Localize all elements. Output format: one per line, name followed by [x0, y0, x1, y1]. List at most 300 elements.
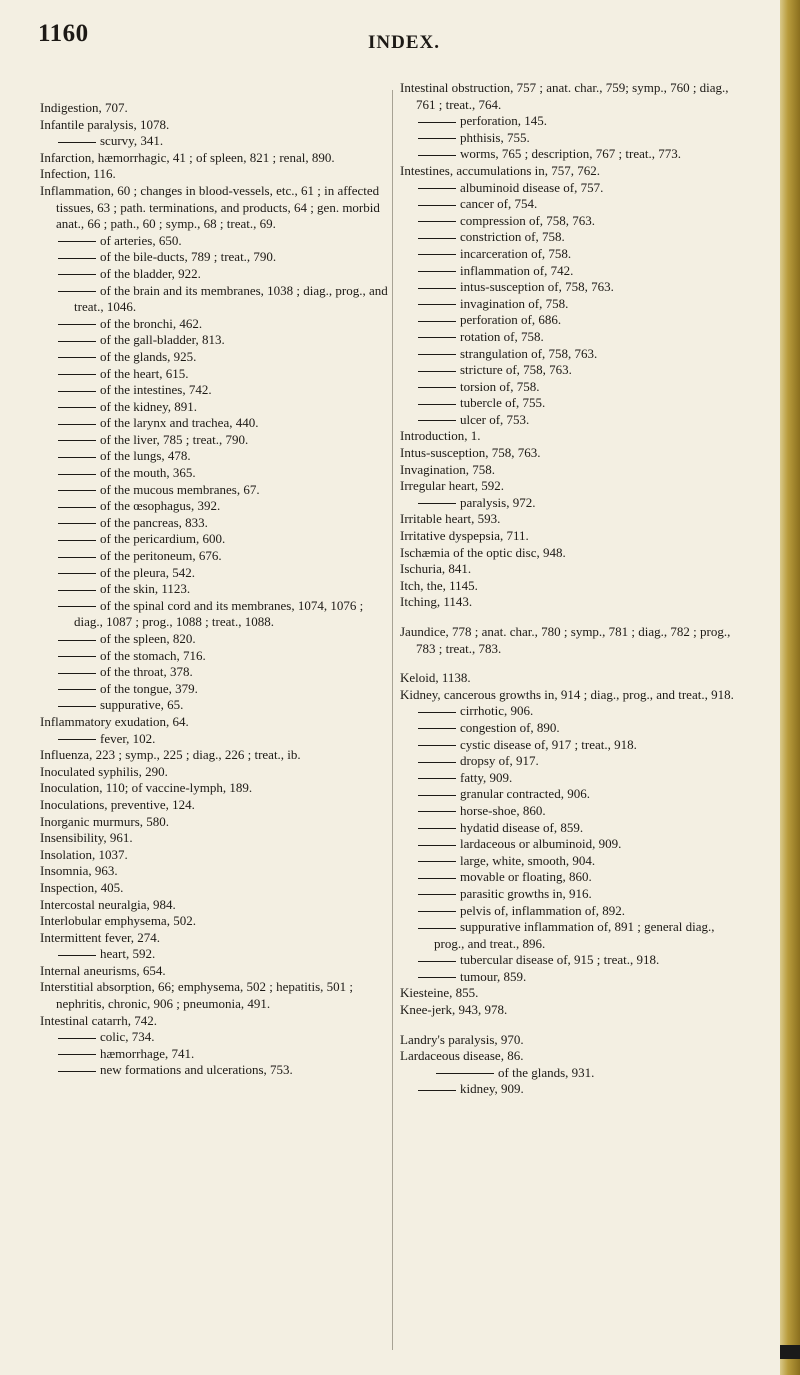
entry-text: fever, 102. [100, 730, 156, 746]
entry-text: suppurative inflammation of, 891 ; general diag., prog., and treat., 896. [434, 919, 715, 951]
index-subentry [40, 697, 390, 714]
index-entry [40, 780, 390, 797]
entry-text: ulcer of, 753. [460, 411, 530, 427]
index-entry [400, 511, 748, 528]
ditto-dash [418, 961, 456, 962]
entry-text: Indigestion, 707. [40, 100, 128, 115]
entry-text: strangulation of, 758, 763. [460, 345, 598, 361]
index-entry [40, 797, 390, 814]
entry-text: Inspection, 405. [40, 879, 124, 895]
entry-text: colic, 734. [100, 1029, 155, 1045]
index-entry [40, 714, 390, 731]
index-subentry [40, 465, 390, 482]
ditto-dash [418, 304, 456, 305]
ditto-dash [418, 321, 456, 322]
ditto-dash [418, 138, 456, 139]
index-subentry [40, 731, 390, 748]
ditto-dash [58, 739, 96, 740]
ditto-dash [418, 155, 456, 156]
ditto-dash [418, 1090, 456, 1091]
ditto-dash [58, 507, 96, 508]
ditto-dash [418, 288, 456, 289]
entry-text: Inflammation, 60 ; changes in blood-vessels, etc., 61 ; in affected tissues, 63 ; path. terminations, and products, 64 ; gen. morbid anat., 66 ; path., 60 ; symp., 68 ; treat., 69. [40, 182, 380, 232]
index-subentry [400, 263, 748, 280]
ditto-dash [58, 673, 96, 674]
entry-text: Landry's paralysis, 970. [400, 1031, 524, 1047]
index-subentry [40, 283, 390, 316]
entry-text: Irritable heart, 593. [400, 511, 501, 527]
ditto-dash [418, 845, 456, 846]
entry-text: compression of, 758, 763. [460, 212, 596, 228]
entry-text: perforation, 145. [460, 113, 548, 129]
index-subentry [400, 952, 748, 969]
index-subentry [400, 703, 748, 720]
ditto-dash [58, 341, 96, 342]
entry-text: scurvy, 341. [100, 133, 164, 149]
ditto-dash [418, 354, 456, 355]
ditto-dash [58, 407, 96, 408]
index-entry [40, 847, 390, 864]
ditto-dash [418, 778, 456, 779]
index-subentry [40, 432, 390, 449]
ditto-dash [58, 274, 96, 275]
index-entry [40, 764, 390, 781]
ditto-dash [418, 928, 456, 929]
entry-text: cystic disease of, 917 ; treat., 918. [460, 736, 637, 752]
ditto-dash [418, 728, 456, 729]
entry-text: Introduction, 1. [400, 428, 481, 444]
index-subentry [400, 869, 748, 886]
index-subentry [40, 515, 390, 532]
index-column-right [400, 80, 748, 1098]
entry-text: of the gall-bladder, 813. [100, 332, 225, 348]
index-subentry [40, 266, 390, 283]
index-subentry [40, 531, 390, 548]
entry-text: Intercostal neuralgia, 984. [40, 896, 176, 912]
ditto-dash [58, 540, 96, 541]
ditto-dash [58, 590, 96, 591]
entry-text: of the mucous membranes, 67. [100, 481, 260, 497]
entry-text: of the peritoneum, 676. [100, 548, 222, 564]
index-entry [400, 1048, 748, 1065]
page-edge-mark [780, 1345, 800, 1359]
index-subentry [40, 548, 390, 565]
index-subentry [400, 329, 748, 346]
index-subentry [400, 130, 748, 147]
section-gap [400, 657, 748, 670]
ditto-dash [58, 557, 96, 558]
ditto-dash [418, 503, 456, 504]
ditto-dash [58, 606, 96, 607]
ditto-dash [418, 404, 456, 405]
index-subentry [40, 133, 390, 150]
index-subentry [400, 770, 748, 787]
index-entry [400, 80, 748, 113]
entry-text: lardaceous or albuminoid, 909. [460, 836, 622, 852]
entry-text: large, white, smooth, 904. [460, 852, 596, 868]
ditto-dash [418, 188, 456, 189]
index-subentry [40, 332, 390, 349]
index-subentry [40, 382, 390, 399]
ditto-dash [418, 878, 456, 879]
index-entry [400, 687, 748, 704]
ditto-dash [418, 911, 456, 912]
entry-text: albuminoid disease of, 757. [460, 179, 604, 195]
entry-text: of the bronchi, 462. [100, 315, 203, 331]
index-entry [400, 528, 748, 545]
index-entry [40, 897, 390, 914]
entry-text: hydatid disease of, 859. [460, 819, 584, 835]
ditto-dash [418, 271, 456, 272]
entry-text: Intermittent fever, 274. [40, 929, 161, 945]
index-entry [40, 830, 390, 847]
index-subentry [400, 412, 748, 429]
ditto-dash [58, 241, 96, 242]
index-subentry [400, 820, 748, 837]
index-entry [400, 428, 748, 445]
index-entry [400, 624, 748, 657]
index-column-left [40, 100, 390, 1079]
ditto-dash [58, 440, 96, 441]
entry-text: of the glands, 925. [100, 348, 197, 364]
ditto-dash [418, 205, 456, 206]
index-subentry [400, 753, 748, 770]
section-gap [400, 611, 748, 624]
entry-text: Insolation, 1037. [40, 846, 128, 862]
ditto-dash [58, 374, 96, 375]
entry-text: torsion of, 758. [460, 378, 540, 394]
index-entry [40, 150, 390, 167]
ditto-dash [418, 371, 456, 372]
ditto-dash [58, 457, 96, 458]
section-gap [400, 1019, 748, 1032]
entry-text: paralysis, 972. [460, 494, 536, 510]
ditto-dash [58, 391, 96, 392]
ditto-dash [418, 122, 456, 123]
entry-text: of the brain and its membranes, 1038 ; diag., prog., and treat., 1046. [74, 282, 388, 315]
page-edge-strip [780, 0, 800, 1375]
index-subentry [400, 379, 748, 396]
index-subentry [400, 180, 748, 197]
entry-text: of the pancreas, 833. [100, 514, 208, 530]
entry-text: of the pleura, 542. [100, 564, 195, 580]
index-entry [40, 166, 390, 183]
entry-text: movable or floating, 860. [460, 869, 592, 885]
entry-text: of the kidney, 891. [100, 398, 197, 414]
index-subentry [40, 598, 390, 631]
entry-text: Kidney, cancerous growths in, 914 ; diag., prog., and treat., 918. [400, 686, 734, 702]
index-subentry [40, 946, 390, 963]
ditto-dash [418, 977, 456, 978]
index-subentry [400, 395, 748, 412]
entry-text: Ischæmia of the optic disc, 948. [400, 544, 566, 560]
index-subentry [40, 631, 390, 648]
entry-text: kidney, 909. [460, 1081, 524, 1097]
index-entry [400, 1032, 748, 1049]
entry-text: pelvis of, inflammation of, 892. [460, 902, 626, 918]
entry-text: rotation of, 758. [460, 328, 544, 344]
entry-text: tubercular disease of, 915 ; treat., 918. [460, 952, 660, 968]
index-subentry [400, 495, 748, 512]
entry-text: dropsy of, 917. [460, 753, 539, 769]
ditto-dash [58, 706, 96, 707]
entry-text: of the throat, 378. [100, 664, 193, 680]
page-number: 1160 [38, 20, 89, 47]
index-entry [40, 863, 390, 880]
ditto-dash [58, 490, 96, 491]
ditto-dash [418, 811, 456, 812]
index-entry [400, 985, 748, 1002]
ditto-dash [58, 955, 96, 956]
index-subentry [400, 346, 748, 363]
ditto-dash [58, 656, 96, 657]
index-subentry [400, 312, 748, 329]
entry-text: Irregular heart, 592. [400, 478, 504, 494]
entry-text: new formations and ulcerations, 753. [100, 1062, 293, 1078]
index-entry [40, 913, 390, 930]
index-subentry [40, 366, 390, 383]
ditto-dash [418, 238, 456, 239]
entry-text: tumour, 859. [460, 968, 527, 984]
index-entry [40, 979, 390, 1012]
entry-text: congestion of, 890. [460, 719, 560, 735]
index-subentry [40, 664, 390, 681]
index-subentry [400, 196, 748, 213]
index-entry [40, 930, 390, 947]
ditto-dash [58, 142, 96, 143]
entry-text: Knee-jerk, 943, 978. [400, 1002, 508, 1018]
column-divider [392, 90, 393, 1350]
entry-text: Ischuria, 841. [400, 561, 472, 577]
index-subentry [40, 399, 390, 416]
ditto-dash [418, 420, 456, 421]
ditto-dash [418, 745, 456, 746]
entry-text: Itching, 1143. [400, 594, 473, 610]
entry-text: of the spleen, 820. [100, 631, 196, 646]
entry-text: of the skin, 1123. [100, 581, 191, 597]
index-entry [400, 578, 748, 595]
ditto-dash [418, 894, 456, 895]
entry-text: Intestinal catarrh, 742. [40, 1012, 157, 1028]
entry-text: worms, 765 ; description, 767 ; treat., 773. [460, 146, 681, 162]
entry-text: of arteries, 650. [100, 232, 182, 248]
entry-text: of the larynx and trachea, 440. [100, 415, 259, 431]
index-subentry [400, 246, 748, 263]
index-subentry [40, 581, 390, 598]
entry-text: Intestinal obstruction, 757 ; anat. char., 759; symp., 760 ; diag., 761 ; treat., 764. [400, 80, 729, 112]
entry-text: of the glands, 931. [498, 1064, 595, 1080]
entry-text: perforation of, 686. [460, 312, 562, 328]
entry-text: of the liver, 785 ; treat., 790. [100, 431, 249, 447]
entry-text: of the œsophagus, 392. [100, 498, 221, 514]
ditto-dash [58, 291, 96, 292]
index-subentry [400, 279, 748, 296]
index-entry [400, 545, 748, 562]
entry-text: of the pericardium, 600. [100, 531, 226, 547]
ditto-dash [418, 762, 456, 763]
ditto-dash [58, 640, 96, 641]
entry-text: Invagination, 758. [400, 461, 495, 477]
ditto-dash [436, 1073, 494, 1074]
entry-text: horse-shoe, 860. [460, 802, 546, 818]
index-subentry [40, 1029, 390, 1046]
entry-text: Inoculation, 110; of vaccine-lymph, 189. [40, 780, 253, 796]
entry-text: of the mouth, 365. [100, 465, 196, 481]
index-entry [400, 462, 748, 479]
entry-text: intus-susception of, 758, 763. [460, 279, 614, 295]
entry-text: Interlobular emphysema, 502. [40, 913, 196, 929]
ditto-dash [418, 795, 456, 796]
ditto-dash [58, 523, 96, 524]
entry-text: tubercle of, 755. [460, 395, 546, 411]
entry-text: Internal aneurisms, 654. [40, 962, 166, 978]
index-entry [400, 478, 748, 495]
index-subentry [400, 853, 748, 870]
index-subentry [400, 903, 748, 920]
ditto-dash [58, 689, 96, 690]
entry-text: Kiesteine, 855. [400, 985, 479, 1001]
index-subentry [40, 565, 390, 582]
entry-text: Interstitial absorption, 66; emphysema, 502 ; hepatitis, 501 ; nephritis, chronic, 906 ; pneumonia, 491. [40, 979, 354, 1012]
entry-text: cirrhotic, 906. [460, 703, 534, 719]
index-subentry [400, 737, 748, 754]
index-entry [400, 561, 748, 578]
entry-text: Infection, 116. [40, 166, 116, 182]
index-entry [40, 1013, 390, 1030]
index-subentry [400, 836, 748, 853]
ditto-dash [58, 324, 96, 325]
index-entry [400, 670, 748, 687]
index-subentry [400, 786, 748, 803]
index-subentry [40, 316, 390, 333]
index-subentry [40, 681, 390, 698]
entry-text: of the bile-ducts, 789 ; treat., 790. [100, 249, 277, 265]
ditto-dash [418, 387, 456, 388]
index-subentry [400, 886, 748, 903]
index-subentry [40, 1046, 390, 1063]
entry-text: fatty, 909. [460, 769, 513, 785]
ditto-dash [418, 254, 456, 255]
entry-text: suppurative, 65. [100, 697, 184, 713]
index-subentry [400, 296, 748, 313]
index-subentry [400, 362, 748, 379]
ditto-dash [58, 424, 96, 425]
ditto-dash [418, 828, 456, 829]
entry-text: Irritative dyspepsia, 711. [400, 528, 529, 544]
entry-text: Inflammatory exudation, 64. [40, 713, 189, 729]
entry-text: stricture of, 758, 763. [460, 362, 572, 378]
index-entry [40, 747, 390, 764]
index-subentry [40, 415, 390, 432]
entry-text: constriction of, 758. [460, 229, 565, 245]
ditto-dash [58, 573, 96, 574]
entry-text: inflammation of, 742. [460, 262, 574, 278]
entry-text: Intus-susception, 758, 763. [400, 445, 541, 461]
ditto-dash [418, 221, 456, 222]
entry-text: Itch, the, 1145. [400, 577, 478, 593]
ditto-dash [58, 1071, 96, 1072]
index-entry [40, 117, 390, 134]
index-subentry [40, 1062, 390, 1079]
ditto-dash [418, 337, 456, 338]
ditto-dash [58, 474, 96, 475]
entry-text: Inoculated syphilis, 290. [40, 763, 168, 779]
entry-text: of the spinal cord and its membranes, 1074, 1076 ; diag., 1087 ; prog., 1088 ; treat., 1088. [74, 597, 364, 630]
index-entry [40, 100, 390, 117]
entry-text: Keloid, 1138. [400, 670, 471, 686]
running-head: INDEX. [368, 32, 440, 53]
index-subentry [400, 113, 748, 130]
entry-text: cancer of, 754. [460, 196, 538, 212]
index-entry [400, 445, 748, 462]
index-subentry [400, 1081, 748, 1098]
entry-text: Intestines, accumulations in, 757, 762. [400, 162, 601, 178]
entry-text: Influenza, 223 ; symp., 225 ; diag., 226 ; treat., ib. [40, 747, 301, 763]
index-subentry [40, 349, 390, 366]
entry-text: Inoculations, preventive, 124. [40, 796, 195, 812]
entry-text: incarceration of, 758. [460, 245, 572, 261]
entry-text: invagination of, 758. [460, 295, 569, 311]
index-subentry [400, 1065, 748, 1082]
index-subentry [400, 146, 748, 163]
index-subentry [40, 448, 390, 465]
ditto-dash [58, 1054, 96, 1055]
index-subentry [40, 498, 390, 515]
entry-text: Lardaceous disease, 86. [400, 1048, 524, 1064]
entry-text: of the tongue, 379. [100, 680, 198, 696]
index-entry [40, 814, 390, 831]
index-subentry [400, 969, 748, 986]
index-entry [400, 163, 748, 180]
entry-text: Infantile paralysis, 1078. [40, 116, 170, 132]
index-subentry [40, 233, 390, 250]
entry-text: of the stomach, 716. [100, 647, 206, 663]
entry-text: heart, 592. [100, 946, 156, 962]
index-subentry [40, 482, 390, 499]
index-entry [40, 880, 390, 897]
entry-text: phthisis, 755. [460, 129, 530, 145]
entry-text: Insensibility, 961. [40, 830, 133, 846]
index-subentry [400, 213, 748, 230]
index-subentry [400, 720, 748, 737]
index-subentry [40, 648, 390, 665]
entry-text: Jaundice, 778 ; anat. char., 780 ; symp., 781 ; diag., 782 ; prog., 783 ; treat., 783. [400, 624, 731, 656]
index-entry [400, 1002, 748, 1019]
entry-text: granular contracted, 906. [460, 786, 590, 802]
index-subentry [400, 919, 748, 952]
index-subentry [400, 803, 748, 820]
index-entry [40, 183, 390, 233]
entry-text: of the bladder, 922. [100, 265, 201, 281]
entry-text: of the lungs, 478. [100, 448, 191, 464]
ditto-dash [418, 861, 456, 862]
index-entry [400, 594, 748, 611]
entry-text: of the heart, 615. [100, 365, 189, 381]
entry-text: hæmorrhage, 741. [100, 1045, 195, 1061]
index-subentry [40, 249, 390, 266]
ditto-dash [58, 1038, 96, 1039]
ditto-dash [58, 258, 96, 259]
entry-text: Inorganic murmurs, 580. [40, 813, 170, 829]
ditto-dash [58, 357, 96, 358]
entry-text: parasitic growths in, 916. [460, 885, 592, 901]
entry-text: of the intestines, 742. [100, 382, 212, 398]
index-entry [40, 963, 390, 980]
entry-text: Infarction, hæmorrhagic, 41 ; of spleen, 821 ; renal, 890. [40, 149, 335, 165]
ditto-dash [418, 712, 456, 713]
index-subentry [400, 229, 748, 246]
entry-text: Insomnia, 963. [40, 863, 118, 879]
